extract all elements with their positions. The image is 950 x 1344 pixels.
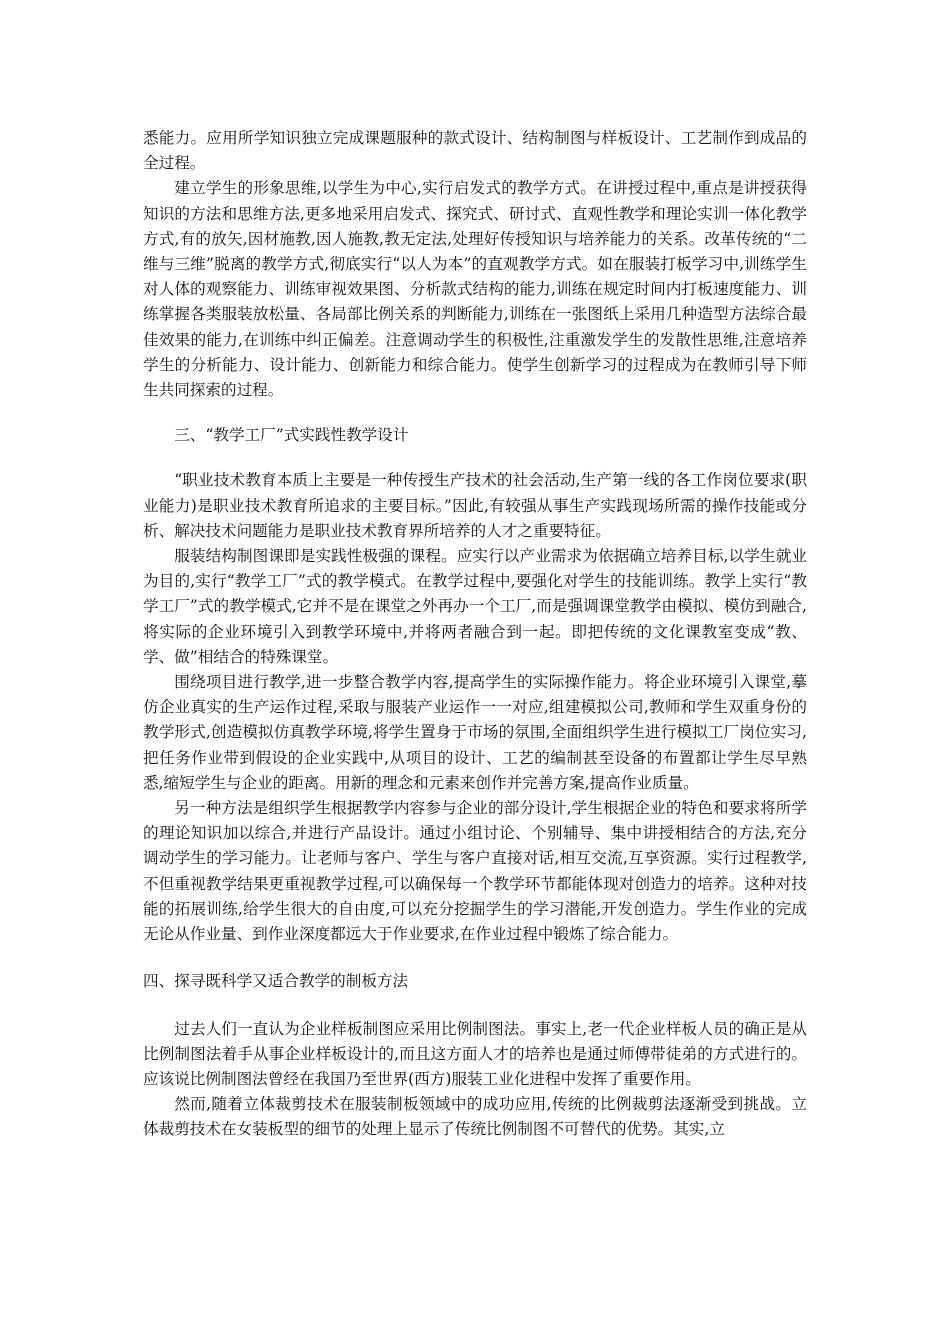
paragraph-teaching-method: 建立学生的形象思维,以学生为中心,实行启发式的教学方式。在讲授过程中,重点是讲授获得知识的方法和思维方法,更多地采用启发式、探究式、研讨式、直观性教学和理论实训一体化教学方式,有的放矢,因材施教,因人施教,教无定法,处理好传授知识与培养能力的关系。改革传统的“二维与三维”脱离的教学方式,彻底实行“以人为本”的直观教学方式。如在服装打板学习中,训练学生对人体的观察能力、训练审视效果图、分析款式结构的能力,训练在规定时间内打板速度能力、训练掌握各类服装放松量、各局部比例关系的判断能力,训练在一张图纸上采用几种造型方法综合最佳效果的能力,在训练中纠正偏差。注意调动学生的积极性,注重激发学生的发散性思维,注意培养学生的分析能力、设计能力、创新能力和综合能力。使学生创新学习的过程成为在教师引导下师生共同探索的过程。 (143, 179, 807, 400)
paragraph-enterprise-design: 另一种方法是组织学生根据教学内容参与企业的部分设计,学生根据企业的特色和要求将所学的理论知识加以综合,并进行产品设计。通过小组讨论、个别辅导、集中讲授相结合的方法,充分调动学生的学习能力。让老师与客户、学生与客户直接对话,相互交流,互享资源。实行过程教学,不但重视教学结果更重视教学过程,可以确保每一个教学环节都能体现对创造力的培养。这种对技能的拓展训练,给学生很大的自由度,可以充分挖掘学生的学习潜能,开发创造力。学生作业的完成无论从作业量、到作业深度都远大于作业要求,在作业过程中锻炼了综合能力。 (143, 799, 807, 944)
paragraph-draping: 然而,随着立体裁剪技术在服装制板领域中的成功应用,传统的比例裁剪法逐渐受到挑战。立体裁剪技术在女装板型的细节的处理上显示了传统比例制图不可替代的优势。其实,立 (143, 1095, 807, 1139)
paragraph-teaching-factory: 服装结构制图课即是实践性极强的课程。应实行以产业需求为依据确立培养目标,以学生就业为目的,实行“教学工厂”式的教学模式。在教学过程中,要强化对学生的技能训练。教学上实行“教学工厂”式的教学模式,它并不是在课堂之外再办一个工厂,而是强调课堂教学由模拟、模仿到融合,将实际的企业环境引入到教学环境中,并将两者融合到一起。即把传统的文化课教室变成“教、学、做”相结合的特殊课堂。 (143, 547, 807, 666)
section-heading-4: 四、探寻既科学又适合教学的制板方法 (143, 972, 409, 991)
paragraph-proportional-drafting: 过去人们一直认为企业样板制图应采用比例制图法。事实上,老一代企业样板人员的确正是从比例制图法着手从事企业样板设计的,而且这方面人才的培养也是通过师傅带徒弟的方式进行的。应该说比例制图法曾经在我国乃至世界(西方)服装工业化进程中发挥了重要作用。 (143, 1019, 807, 1088)
section-heading-3: 三、“教学工厂”式实践性教学设计 (174, 426, 409, 445)
paragraph-vocational-quote: “职业技术教育本质上主要是一种传授生产技术的社会活动,生产第一线的各工作岗位要求(职业能力)是职业技术教育所追求的主要目标。”因此,有较强从事生产实践现场所需的操作技能或分析、解决技术问题能力是职业技术教育界所培养的人才之重要特征。 (143, 471, 807, 540)
paragraph-continuation: 悉能力。应用所学知识独立完成课题服种的款式设计、结构制图与样板设计、工艺制作到成品的全过程。 (143, 129, 807, 173)
paragraph-project-teaching: 围绕项目进行教学,进一步整合教学内容,提高学生的实际操作能力。将企业环境引入课堂,摹仿企业真实的生产运作过程,采取与服装产业运作一一对应,组建模拟公司,教师和学生双重身份的教学形式,创造模拟仿真教学环境,将学生置身于市场的氛围,全面组织学生进行模拟工厂岗位实习,把任务作业带到假设的企业实践中,从项目的设计、工艺的编制甚至设备的布置都让学生尽早熟悉,缩短学生与企业的距离。用新的理念和元素来创作并完善方案,提高作业质量。 (143, 673, 807, 792)
document-body (143, 126, 807, 1143)
